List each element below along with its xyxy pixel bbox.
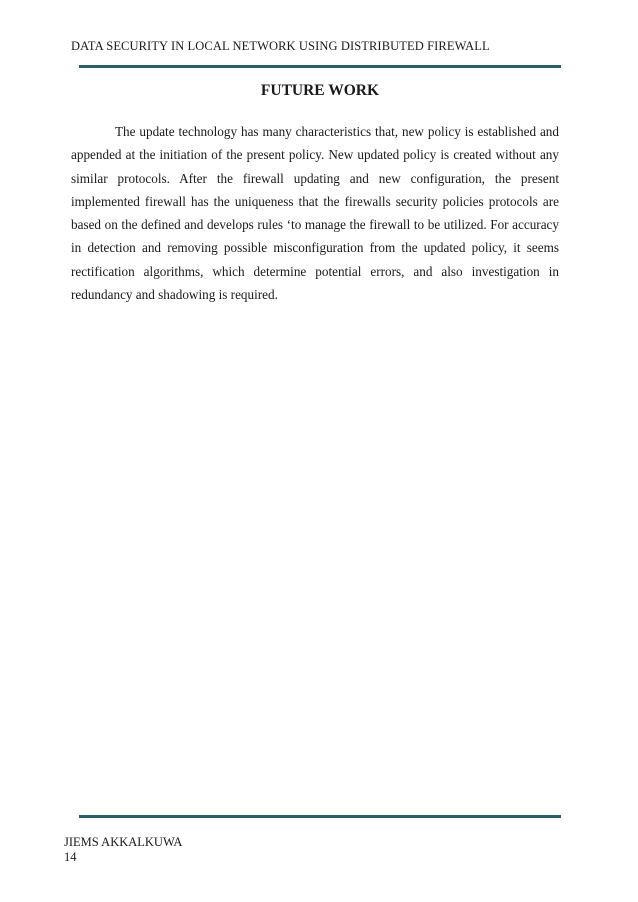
page-number: 14 — [64, 850, 77, 864]
section-title: FUTURE WORK — [260, 82, 380, 99]
running-header: DATA SECURITY IN LOCAL NETWORK USING DISTRIBUTED FIREWALL — [71, 39, 490, 53]
footer-institution: JIEMS AKKALKUWA — [64, 835, 183, 849]
header-divider — [79, 65, 561, 68]
body-paragraph: The update technology has many characteristics that, new policy is established and appended at the initiation of the present policy. New updated policy is created without any similar protocols. After the firewall updating and new configuration, the present implemented firewall has the uniqueness that the firewalls security policies protocols are based on the defined and develops rules ‘to manage the firewall to be utilized. For accuracy in detection and removing possible misconfiguration from the updated policy, it seems rectification algorithms, which determine potential errors, and also investigation in redundancy and shadowing is required. — [71, 124, 559, 303]
footer-divider — [79, 815, 561, 818]
